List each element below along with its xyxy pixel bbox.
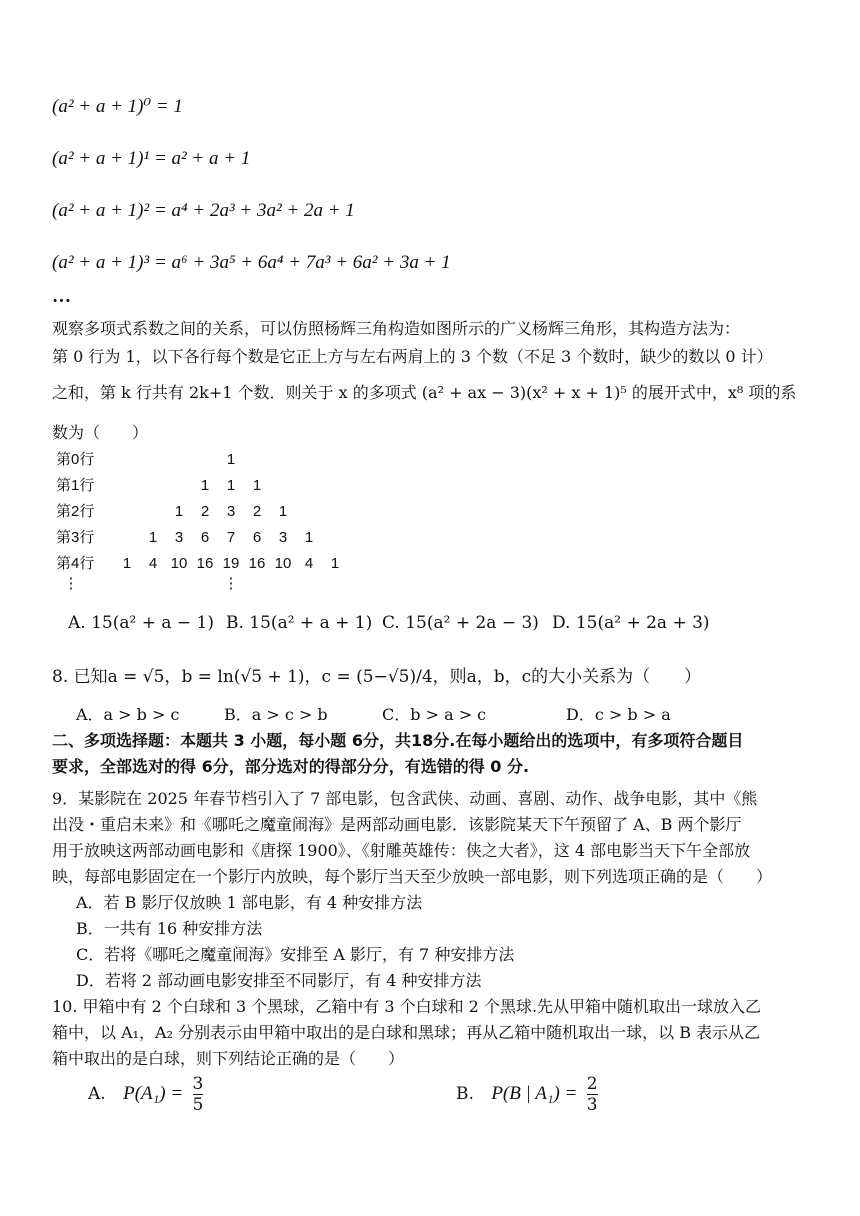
row-label: 第2行: [56, 503, 95, 520]
row-label: 第1行: [56, 477, 95, 494]
q9-option-b[interactable]: B．一共有 16 种安排方法: [76, 919, 263, 938]
triangle-cell: 2: [252, 503, 262, 520]
row-label: 第3行: [56, 529, 95, 546]
triangle-dots-row: [52, 572, 392, 596]
q8-stem: 8. 已知a = √5，b = ln(√5 + 1)，c = (5−√5)/4，则a，b，c的大小关系为（ ）: [52, 667, 702, 687]
triangle-cell: 3: [278, 529, 288, 546]
triangle-cell: 4: [304, 555, 314, 572]
section-2-heading-line-1: 二、多项选择题：本题共 3 小题，每小题 6分，共18分.在每小题给出的选项中，有多项符合题目: [52, 731, 744, 750]
q10-line-3: 箱中取出的是白球，则下列结论正确的是（ ）: [52, 1049, 405, 1068]
q7-option-d[interactable]: D. 15(a² + 2a + 3): [552, 613, 710, 633]
triangle-cell: 3: [174, 529, 184, 546]
triangle-cell: 1: [226, 451, 236, 468]
fraction-numerator: 3: [192, 1074, 204, 1094]
q9-line-4: 映，每部电影固定在一个影厅内放映，每个影厅当天至少放映一部电影，则下列选项正确的是（ ）: [52, 867, 773, 886]
triangle-cell: 1: [200, 477, 210, 494]
triangle-cell: 1: [148, 529, 158, 546]
q9-option-d[interactable]: D．若将 2 部动画电影安排至不同影厅，有 4 种安排方法: [76, 971, 482, 990]
fraction-numerator: 2: [586, 1074, 598, 1094]
triangle-dots: ⋮: [223, 575, 239, 592]
row-label: 第0行: [56, 451, 95, 468]
option-label: A.: [88, 1084, 106, 1104]
q10-option-a-expr: P(A₁) =: [123, 1083, 184, 1104]
triangle-cell: 1: [174, 503, 184, 520]
triangle-cell: 6: [252, 529, 262, 546]
triangle-row-1: [52, 474, 392, 498]
q10-option-a[interactable]: [88, 1074, 203, 1115]
q8-option-b[interactable]: B．a > c > b: [224, 705, 328, 724]
q10-line-2: 箱中，以 A₁，A₂ 分别表示由甲箱中取出的是白球和黑球；再从乙箱中随机取出一球，以 B 表示从乙: [52, 1023, 761, 1042]
q10-option-b-expr: P(B | A₁) =: [491, 1083, 578, 1104]
q8-option-d[interactable]: D．c > b > a: [566, 705, 671, 724]
triangle-cell: 16: [196, 555, 214, 572]
triangle-row-3: [52, 526, 392, 550]
row-label: 第4行: [56, 555, 95, 572]
expansion-2: (a² + a + 1)² = a⁴ + 2a³ + 3a² + 2a + 1: [52, 200, 355, 221]
triangle-cell: 10: [274, 555, 292, 572]
triangle-cell: 2: [200, 503, 210, 520]
q7-line-4: 数为（ ）: [52, 423, 149, 442]
triangle-row-2: [52, 500, 392, 524]
q9-line-3: 用于放映这两部动画电影和《唐探 1900》、《射雕英雄传：侠之大者》，这 4 部电影当天下午全部放: [52, 841, 751, 860]
triangle-cell: 4: [148, 555, 158, 572]
q7-line-3: 之和，第 k 行共有 2k+1 个数．则关于 x 的多项式 (a² + ax − 3)(x² + x + 1)⁵ 的展开式中，x⁸ 项的系: [52, 383, 797, 402]
triangle-cell: 1: [304, 529, 314, 546]
yanghui-triangle: [52, 448, 392, 592]
fraction-denominator: 5: [192, 1095, 204, 1115]
triangle-cell: 1: [252, 477, 262, 494]
expansion-1: (a² + a + 1)¹ = a² + a + 1: [52, 148, 251, 169]
expansion-0: (a² + a + 1)⁰ = 1: [52, 96, 183, 117]
expansion-ellipsis: …: [52, 286, 71, 307]
triangle-cell: 6: [200, 529, 210, 546]
q9-option-c[interactable]: C．若将《哪吒之魔童闹海》安排至 A 影厅，有 7 种安排方法: [76, 945, 515, 964]
q7-option-b[interactable]: B. 15(a² + a + 1): [226, 613, 373, 633]
triangle-cell: 3: [226, 503, 236, 520]
option-label: B.: [456, 1084, 474, 1104]
triangle-cell: 1: [122, 555, 132, 572]
triangle-cell: 1: [330, 555, 340, 572]
triangle-cell: 7: [226, 529, 236, 546]
triangle-row-0: [52, 448, 392, 472]
q7-line-1: 观察多项式系数之间的关系，可以仿照杨辉三角构造如图所示的广义杨辉三角形，其构造方法为：: [52, 319, 741, 338]
triangle-cell: 1: [278, 503, 288, 520]
q9-line-1: 9．某影院在 2025 年春节档引入了 7 部电影，包含武侠、动画、喜剧、动作、战争电影，其中《熊: [52, 789, 758, 808]
triangle-cell: 16: [248, 555, 266, 572]
fraction: [193, 1074, 204, 1115]
fraction: [587, 1074, 598, 1115]
q9-line-2: 出没・重启未来》和《哪吒之魔童闹海》是两部动画电影．该影院某天下午预留了 A、B 两个影厅: [52, 815, 742, 834]
triangle-dots: ⋮: [63, 575, 79, 592]
q8-option-c[interactable]: C．b > a > c: [382, 705, 487, 724]
triangle-cell: 19: [222, 555, 240, 572]
q10-option-b[interactable]: [456, 1074, 598, 1115]
triangle-cell: 1: [226, 477, 236, 494]
q7-option-c[interactable]: C. 15(a² + 2a − 3): [382, 613, 539, 633]
q8-option-a[interactable]: A．a > b > c: [76, 705, 180, 724]
q10-line-1: 10. 甲箱中有 2 个白球和 3 个黑球，乙箱中有 3 个白球和 2 个黑球.先从甲箱中随机取出一球放入乙: [52, 997, 762, 1016]
q7-option-a[interactable]: A. 15(a² + a − 1): [68, 613, 214, 633]
triangle-cell: 10: [170, 555, 188, 572]
q9-option-a[interactable]: A．若 B 影厅仅放映 1 部电影，有 4 种安排方法: [76, 893, 423, 912]
section-2-heading-line-2: 要求，全部选对的得 6分，部分选对的得部分分，有选错的得 0 分.: [52, 757, 530, 776]
expansion-3: (a² + a + 1)³ = a⁶ + 3a⁵ + 6a⁴ + 7a³ + 6a² + 3a + 1: [52, 252, 451, 273]
fraction-denominator: 3: [586, 1095, 598, 1115]
q7-line-2: 第 0 行为 1，以下各行每个数是它正上方与左右两肩上的 3 个数（不足 3 个数时，缺少的数以 0 计）: [52, 347, 773, 366]
